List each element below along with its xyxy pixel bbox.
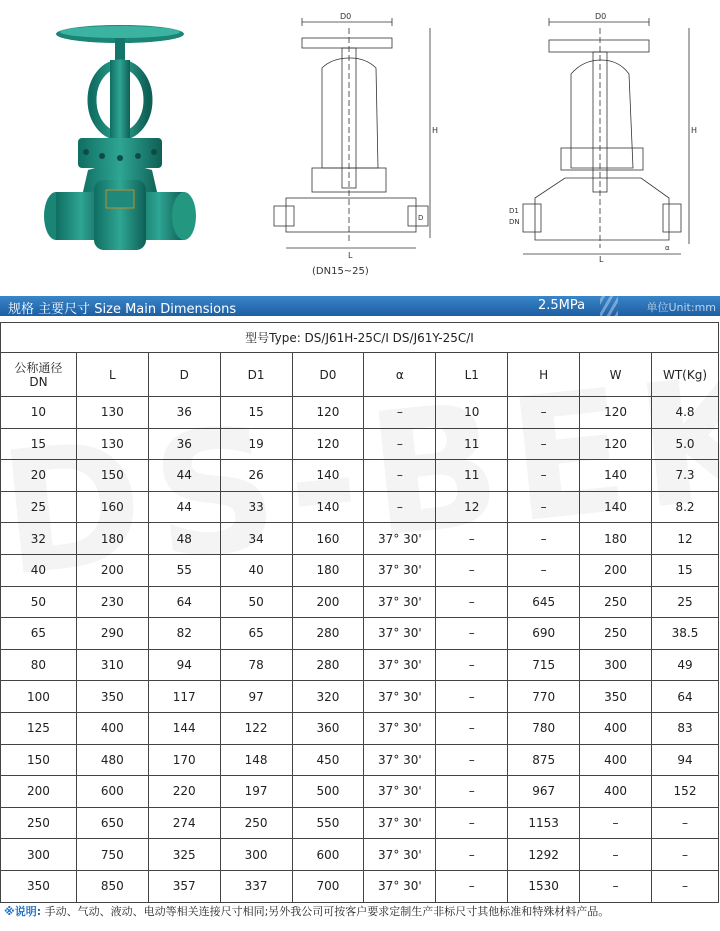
label-d: D (418, 214, 424, 222)
table-cell: 250 (580, 618, 652, 650)
table-row (1, 839, 719, 871)
table-row (1, 554, 719, 586)
table-cell: 65 (220, 618, 292, 650)
table-cell: 967 (508, 776, 580, 808)
table-cell: 25 (652, 586, 719, 618)
table-cell: 1292 (508, 839, 580, 871)
table-cell: 78 (220, 649, 292, 681)
table-cell: 850 (76, 870, 148, 902)
table-cell: 325 (148, 839, 220, 871)
label-h-2: H (691, 126, 698, 135)
table-row (1, 744, 719, 776)
table-cell: – (508, 491, 580, 523)
table-cell: 37° 30' (364, 554, 436, 586)
table-cell: 450 (292, 744, 364, 776)
column-header: D (148, 353, 220, 397)
table-cell: 180 (292, 554, 364, 586)
table-cell: 300 (580, 649, 652, 681)
table-cell: 26 (220, 460, 292, 492)
table-cell: 34 (220, 523, 292, 555)
table-cell: 160 (76, 491, 148, 523)
table-cell: 11 (436, 460, 508, 492)
table-cell: 280 (292, 618, 364, 650)
table-cell: – (652, 807, 719, 839)
table-cell: – (436, 744, 508, 776)
table-cell: 310 (76, 649, 148, 681)
table-cell: – (652, 870, 719, 902)
table-cell: 350 (76, 681, 148, 713)
table-cell: 37° 30' (364, 523, 436, 555)
table-row (1, 397, 719, 429)
table-cell: – (436, 839, 508, 871)
table-cell: – (436, 712, 508, 744)
table-cell: 400 (76, 712, 148, 744)
table-cell: 550 (292, 807, 364, 839)
table-cell: 140 (580, 491, 652, 523)
column-header: 公称通径 DN (1, 353, 77, 397)
table-row (1, 618, 719, 650)
table-cell: 44 (148, 491, 220, 523)
table-cell: 220 (148, 776, 220, 808)
table-cell: 152 (652, 776, 719, 808)
table-cell: – (436, 649, 508, 681)
table-cell: – (508, 523, 580, 555)
table-cell: – (436, 681, 508, 713)
table-cell: 125 (1, 712, 77, 744)
unit-label: 单位Unit:mm (646, 301, 716, 314)
table-cell: 600 (76, 776, 148, 808)
section-drawing-large-icon (505, 8, 705, 263)
table-cell: 38.5 (652, 618, 719, 650)
table-cell: 117 (148, 681, 220, 713)
table-cell: 122 (220, 712, 292, 744)
table-row (1, 586, 719, 618)
table-cell: – (580, 870, 652, 902)
table-cell: 50 (220, 586, 292, 618)
table-cell: – (436, 776, 508, 808)
table-cell: 15 (1, 428, 77, 460)
table-cell: 94 (652, 744, 719, 776)
table-cell: 36 (148, 397, 220, 429)
table-cell: 690 (508, 618, 580, 650)
table-row (1, 807, 719, 839)
table-cell: 65 (1, 618, 77, 650)
column-header-row (1, 353, 719, 397)
table-cell: – (508, 554, 580, 586)
table-cell: 337 (220, 870, 292, 902)
table-cell: 97 (220, 681, 292, 713)
table-cell: 37° 30' (364, 586, 436, 618)
table-cell: 36 (148, 428, 220, 460)
table-cell: 37° 30' (364, 807, 436, 839)
table-cell: 280 (292, 649, 364, 681)
table-cell: 15 (220, 397, 292, 429)
table-cell: 64 (148, 586, 220, 618)
table-row (1, 428, 719, 460)
table-cell: 37° 30' (364, 618, 436, 650)
column-header: α (364, 353, 436, 397)
table-cell: 37° 30' (364, 744, 436, 776)
table-cell: 250 (580, 586, 652, 618)
table-cell: – (364, 397, 436, 429)
table-cell: 350 (1, 870, 77, 902)
table-cell: 20 (1, 460, 77, 492)
table-cell: 300 (220, 839, 292, 871)
table-row (1, 523, 719, 555)
label-dn: DN (509, 218, 520, 226)
table-cell: 33 (220, 491, 292, 523)
table-cell: 83 (652, 712, 719, 744)
table-cell: 50 (1, 586, 77, 618)
table-cell: 15 (652, 554, 719, 586)
table-cell: 5.0 (652, 428, 719, 460)
table-cell: 200 (76, 554, 148, 586)
table-cell: – (436, 870, 508, 902)
valve-photo-icon (40, 20, 200, 260)
table-cell: 7.3 (652, 460, 719, 492)
table-cell: 80 (1, 649, 77, 681)
table-cell: 40 (220, 554, 292, 586)
table-cell: 250 (220, 807, 292, 839)
table-cell: 120 (580, 428, 652, 460)
table-cell: 1153 (508, 807, 580, 839)
table-cell: 290 (76, 618, 148, 650)
table-cell: 400 (580, 744, 652, 776)
table-cell: 200 (580, 554, 652, 586)
table-cell: – (508, 397, 580, 429)
footnote-marker: ※说明: (4, 905, 42, 918)
model-type-line: 型号Type: DS/J61H-25C/I DS/J61Y-25C/I (1, 323, 719, 353)
table-cell: 37° 30' (364, 712, 436, 744)
pressure-rating: 2.5MPa (538, 298, 586, 313)
table-cell: 19 (220, 428, 292, 460)
table-cell: 180 (76, 523, 148, 555)
table-cell: 144 (148, 712, 220, 744)
table-cell: 160 (292, 523, 364, 555)
table-cell: 130 (76, 428, 148, 460)
dimensions-table (0, 322, 719, 903)
drawing-caption: (DN15~25) (312, 266, 369, 277)
table-cell: 180 (580, 523, 652, 555)
table-cell: 197 (220, 776, 292, 808)
table-cell: 300 (1, 839, 77, 871)
table-cell: 37° 30' (364, 839, 436, 871)
table-cell: 250 (1, 807, 77, 839)
label-h: H (432, 126, 439, 135)
table-cell: 400 (580, 776, 652, 808)
table-cell: 780 (508, 712, 580, 744)
table-cell: 120 (580, 397, 652, 429)
table-cell: 140 (580, 460, 652, 492)
table-cell: – (436, 618, 508, 650)
table-cell: 10 (1, 397, 77, 429)
table-cell: 875 (508, 744, 580, 776)
table-cell: – (436, 807, 508, 839)
table-cell: 750 (76, 839, 148, 871)
table-cell: 360 (292, 712, 364, 744)
table-cell: 500 (292, 776, 364, 808)
table-cell: 49 (652, 649, 719, 681)
footnote-text: 手动、气动、液动、电动等相关连接尺寸相同;另外我公司可按客户要求定制生产非标尺寸其他标准和特殊材料产品。 (44, 905, 610, 918)
table-row (1, 681, 719, 713)
table-cell: 600 (292, 839, 364, 871)
table-row (1, 712, 719, 744)
table-cell: 150 (76, 460, 148, 492)
table-cell: 100 (1, 681, 77, 713)
table-cell: 25 (1, 491, 77, 523)
column-header: D1 (220, 353, 292, 397)
table-cell: 32 (1, 523, 77, 555)
section-title: 规格 主要尺寸 Size Main Dimensions (8, 302, 237, 317)
table-cell: 37° 30' (364, 776, 436, 808)
table-cell: 148 (220, 744, 292, 776)
table-cell: – (364, 428, 436, 460)
table-cell: 274 (148, 807, 220, 839)
table-cell: 350 (580, 681, 652, 713)
table-cell: 150 (1, 744, 77, 776)
label-d0: D0 (340, 12, 352, 21)
column-header: H (508, 353, 580, 397)
table-cell: – (436, 554, 508, 586)
table-row (1, 649, 719, 681)
table-cell: – (436, 523, 508, 555)
table-body (1, 397, 719, 903)
table-cell: 120 (292, 397, 364, 429)
table-cell: 715 (508, 649, 580, 681)
table-cell: 645 (508, 586, 580, 618)
table-cell: – (508, 460, 580, 492)
table-cell: 55 (148, 554, 220, 586)
column-header: WT(Kg) (652, 353, 719, 397)
table-cell: – (508, 428, 580, 460)
table-cell: 8.2 (652, 491, 719, 523)
table-cell: 48 (148, 523, 220, 555)
table-cell: 140 (292, 460, 364, 492)
table-cell: 4.8 (652, 397, 719, 429)
table-cell: – (364, 491, 436, 523)
table-cell: 200 (1, 776, 77, 808)
decorative-stripe (600, 296, 618, 316)
table-cell: 400 (580, 712, 652, 744)
column-header: D0 (292, 353, 364, 397)
table-cell: 11 (436, 428, 508, 460)
table-cell: 37° 30' (364, 870, 436, 902)
table-cell: 650 (76, 807, 148, 839)
table-cell: 170 (148, 744, 220, 776)
table-cell: – (364, 460, 436, 492)
section-drawing-small-icon (262, 8, 442, 263)
column-header: L (76, 353, 148, 397)
label-d0-2: D0 (595, 12, 607, 21)
table-cell: – (652, 839, 719, 871)
table-cell: – (580, 839, 652, 871)
column-header: L1 (436, 353, 508, 397)
table-cell: 120 (292, 428, 364, 460)
table-cell: 40 (1, 554, 77, 586)
table-cell: 82 (148, 618, 220, 650)
table-cell: 357 (148, 870, 220, 902)
table-row (1, 491, 719, 523)
table-cell: – (436, 586, 508, 618)
table-cell: 230 (76, 586, 148, 618)
section-header-bar (0, 296, 720, 316)
table-cell: 64 (652, 681, 719, 713)
table-cell: 130 (76, 397, 148, 429)
table-cell: 37° 30' (364, 681, 436, 713)
column-header: W (580, 353, 652, 397)
label-alpha: α (665, 244, 670, 252)
table-cell: 94 (148, 649, 220, 681)
table-cell: – (580, 807, 652, 839)
table-cell: 44 (148, 460, 220, 492)
table-row (1, 870, 719, 902)
table-cell: 770 (508, 681, 580, 713)
table-cell: 700 (292, 870, 364, 902)
table-cell: 37° 30' (364, 649, 436, 681)
table-cell: 12 (436, 491, 508, 523)
label-l-2: L (599, 255, 604, 263)
product-figure-area (0, 0, 720, 290)
table-cell: 480 (76, 744, 148, 776)
table-row (1, 460, 719, 492)
table-cell: 12 (652, 523, 719, 555)
label-l: L (348, 251, 353, 260)
table-row (1, 776, 719, 808)
table-cell: 1530 (508, 870, 580, 902)
table-cell: 320 (292, 681, 364, 713)
table-cell: 200 (292, 586, 364, 618)
footnote (4, 903, 609, 919)
label-d1: D1 (509, 207, 519, 215)
table-cell: 140 (292, 491, 364, 523)
table-cell: 10 (436, 397, 508, 429)
